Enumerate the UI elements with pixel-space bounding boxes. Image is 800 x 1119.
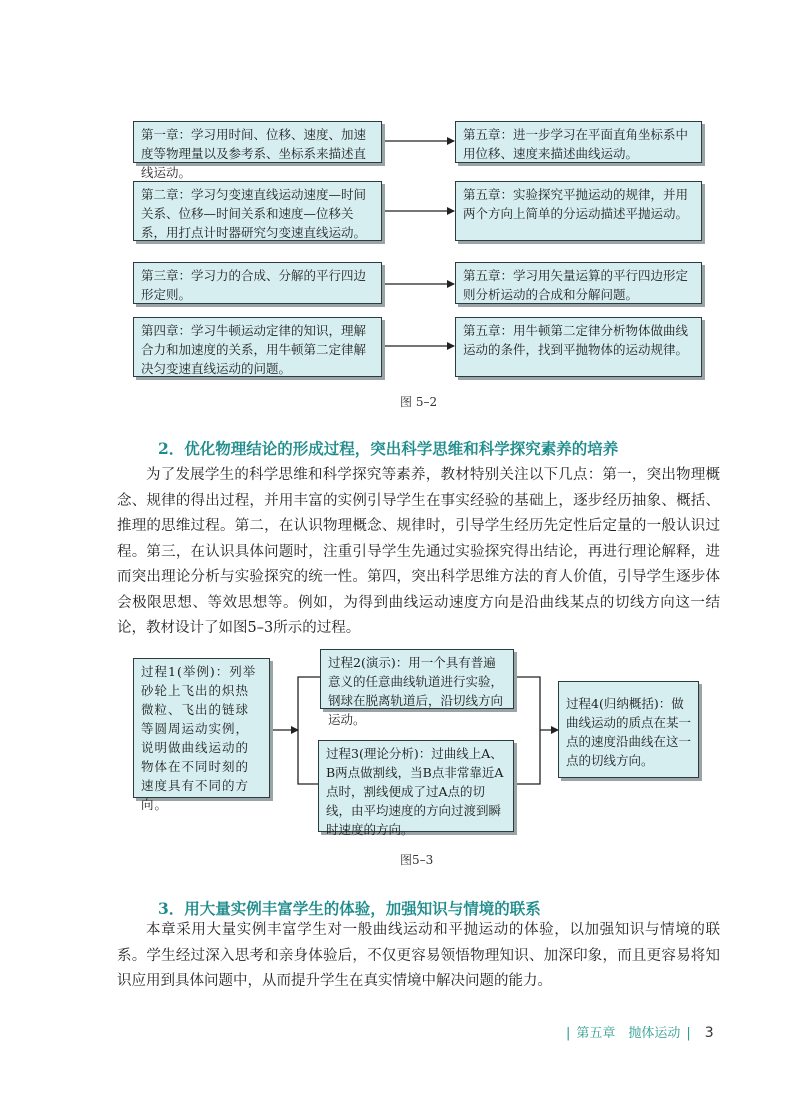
section-2-paragraph xyxy=(117,463,720,642)
figure-5-3-caption: 图5–3 xyxy=(400,853,434,867)
chapter5-box-3: 第五章：学习用矢量运算的平行四边形定则分析运动的合成和分解问题。 xyxy=(455,262,702,304)
page-number: 3 xyxy=(704,1025,714,1041)
chapter5-box-1: 第五章：进一步学习在平面直角坐标系中用位移、速度来描述曲线运动。 xyxy=(455,121,702,163)
process-1-box: 过程1(举例)：列举砂轮上飞出的炽热微粒、飞出的链球等圆周运动实例，说明做曲线运动的物体在不同时刻的速度具有不同的方向。 xyxy=(133,658,270,798)
chapter1-box: 第一章：学习用时间、位移、速度、加速度等物理量以及参考系、坐标系来描述直线运动。 xyxy=(133,121,382,163)
chapter3-box: 第三章：学习力的合成、分解的平行四边形定则。 xyxy=(133,262,382,304)
footer-chapter-label: 第五章 抛体运动 xyxy=(576,1026,681,1041)
section-2-text: 为了发展学生的科学思维和科学探究等素养，教材特别关注以下几点：第一，突出物理概念、规律的得出过程，并用丰富的实例引导学生在事实经验的基础上，逐步经历抽象、概括、推理的思维过程。第二，在认识物理概念、规律时，引导学生经历先定性后定量的一般认识过程。第三，在认识具体问题时，注重引导学生先通过实验探究得出结论，再进行理论解释，进而突出理论分析与实验探究的统一性。第四，突出科学思维方法的育人价值，引导学生逐步体会极限思想、等效思想等。例如，为得到曲线运动速度方向是沿曲线某点的切线方向这一结论，教材设计了如图5–3所示的过程。 xyxy=(117,467,720,636)
process-4-box: 过程4(归纳概括)：做曲线运动的质点在某一点的速度沿曲线在这一点的切线方向。 xyxy=(558,681,699,778)
section-2-heading: 2．优化物理结论的形成过程，突出科学思维和科学探究素养的培养 xyxy=(158,439,619,458)
page-footer xyxy=(560,1022,714,1041)
footer-divider-left: | xyxy=(566,1026,571,1041)
chapter5-box-2: 第五章：实验探究平抛运动的规律，并用两个方向上简单的分运动描述平抛运动。 xyxy=(455,181,702,241)
connector-process2-to-merge xyxy=(514,677,540,730)
connector-process3-to-merge xyxy=(514,730,540,784)
chapter4-box: 第四章：学习牛顿运动定律的知识，理解合力和加速度的关系，用牛顿第二定律解决匀变速直线运动的问题。 xyxy=(133,317,382,377)
section-3-paragraph xyxy=(117,918,720,995)
chapter5-box-4: 第五章：用牛顿第二定律分析物体做曲线运动的条件，找到平抛物体的运动规律。 xyxy=(455,317,702,377)
connector-split-to-process2 xyxy=(298,677,320,730)
chapter2-box: 第二章：学习匀变速直线运动速度—时间关系、位移—时间关系和速度—位移关系，用打点计时器研究匀变速直线运动。 xyxy=(133,181,382,241)
connector-split-to-process3 xyxy=(298,730,318,784)
section-3-text: 本章采用大量实例丰富学生对一般曲线运动和平抛运动的体验，以加强知识与情境的联系。学生经过深入思考和亲身体验后，不仅更容易领悟物理知识、加深印象，而且更容易将知识应用到具体问题中，从而提升学生在真实情境中解决问题的能力。 xyxy=(117,922,720,989)
figure-5-2-caption: 图 5–2 xyxy=(400,395,438,409)
process-3-box: 过程3(理论分析)：过曲线上A、B两点做割线，当B点非常靠近A点时，割线便成了过A点的切线，由平均速度的方向过渡到瞬时速度的方向。 xyxy=(318,740,514,832)
section-3-heading: 3．用大量实例丰富学生的体验，加强知识与情境的联系 xyxy=(158,899,541,918)
footer-divider-right: | xyxy=(686,1026,691,1041)
process-2-box: 过程2(演示)：用一个具有普遍意义的任意曲线轨道进行实验，钢球在脱离轨道后，沿切线方向运动。 xyxy=(320,649,514,709)
